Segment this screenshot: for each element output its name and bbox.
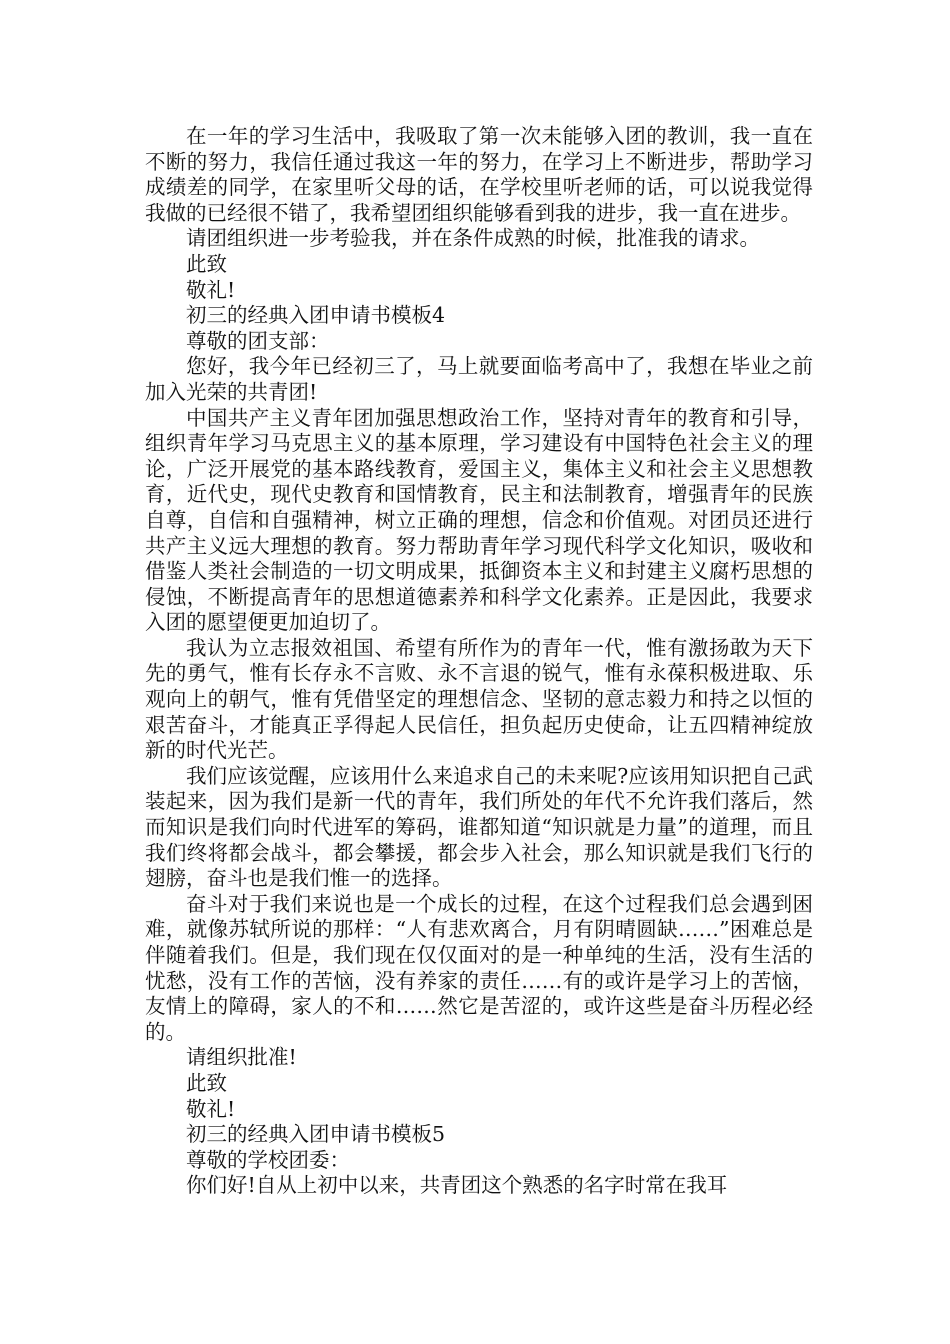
closing-salutation: 此致 <box>186 251 227 276</box>
paragraph: 你们好!自从上初中以来，共青团这个熟悉的名字时常在我耳 <box>186 1173 728 1198</box>
addressee: 尊敬的学校团委： <box>186 1147 350 1172</box>
paragraph: 在一年的学习生活中，我吸取了第一次未能够入团的教训，我一直在不断的努力，我信任通过我这一年的努力，在学习上不断进步，帮助学习成绩差的同学，在家里听父母的话，在学校里听老师的话，可以说我觉得我做的已经很不错了，我希望团组织能够看到我的进步，我一直在进步。 <box>145 124 813 225</box>
paragraph: 请团组织进一步考验我，并在条件成熟的时候，批准我的请求。 <box>186 226 760 251</box>
section-title: 初三的经典入团申请书模板4 <box>186 303 446 328</box>
paragraph: 奋斗对于我们来说也是一个成长的过程，在这个过程我们总会遇到困难，就像苏轼所说的那样：“人有悲欢离合，月有阴晴圆缺……”困难总是伴随着我们。但是，我们现在仅仅面对的是一种单纯的生活，没有生活的忧愁，没有工作的苦恼，没有养家的责任……有的或许是学习上的苦恼，友情上的障碍，家人的不和……然它是苦涩的，或许这些是奋斗历程必经的。 <box>145 891 813 1044</box>
document-page <box>145 124 813 1199</box>
addressee: 尊敬的团支部： <box>186 328 330 353</box>
paragraph: 我认为立志报效祖国、希望有所作为的青年一代，惟有激扬敢为天下先的勇气，惟有长存永不言败、永不言退的锐气，惟有永葆积极进取、乐观向上的朝气，惟有凭借坚定的理想信念、坚韧的意志毅力和持之以恒的艰苦奋斗，才能真正孚得起人民信任，担负起历史使命，让五四精神绽放新的时代光芒。 <box>145 635 813 763</box>
request-line: 请组织批准! <box>186 1045 297 1070</box>
paragraph: 您好，我今年已经初三了，马上就要面临考高中了，我想在毕业之前加入光荣的共青团! <box>145 354 813 404</box>
paragraph: 我们应该觉醒，应该用什么来追求自己的未来呢?应该用知识把自己武装起来，因为我们是新一代的青年，我们所处的年代不允许我们落后，然而知识是我们向时代进军的筹码，谁都知道“知识就是力量”的道理，而且我们终将都会战斗，都会攀援，都会步入社会，那么知识就是我们飞行的翅膀，奋斗也是我们惟一的选择。 <box>145 763 813 891</box>
closing-salutation: 此致 <box>186 1070 227 1095</box>
closing-regards: 敬礼! <box>186 277 236 302</box>
paragraph: 中国共产主义青年团加强思想政治工作，坚持对青年的教育和引导，组织青年学习马克思主义的基本原理，学习建设有中国特色社会主义的理论，广泛开展党的基本路线教育，爱国主义，集体主义和社会主义思想教育，近代史，现代史教育和国情教育，民主和法制教育，增强青年的民族自尊，自信和自强精神，树立正确的理想，信念和价值观。对团员还进行共产主义远大理想的教育。努力帮助青年学习现代科学文化知识，吸收和借鉴人类社会制造的一切文明成果，抵御资本主义和封建主义腐朽思想的侵蚀，不断提高青年的思想道德素养和科学文化素养。正是因此，我要求入团的愿望便更加迫切了。 <box>145 405 813 635</box>
section-title: 初三的经典入团申请书模板5 <box>186 1122 446 1147</box>
closing-regards: 敬礼! <box>186 1096 236 1121</box>
